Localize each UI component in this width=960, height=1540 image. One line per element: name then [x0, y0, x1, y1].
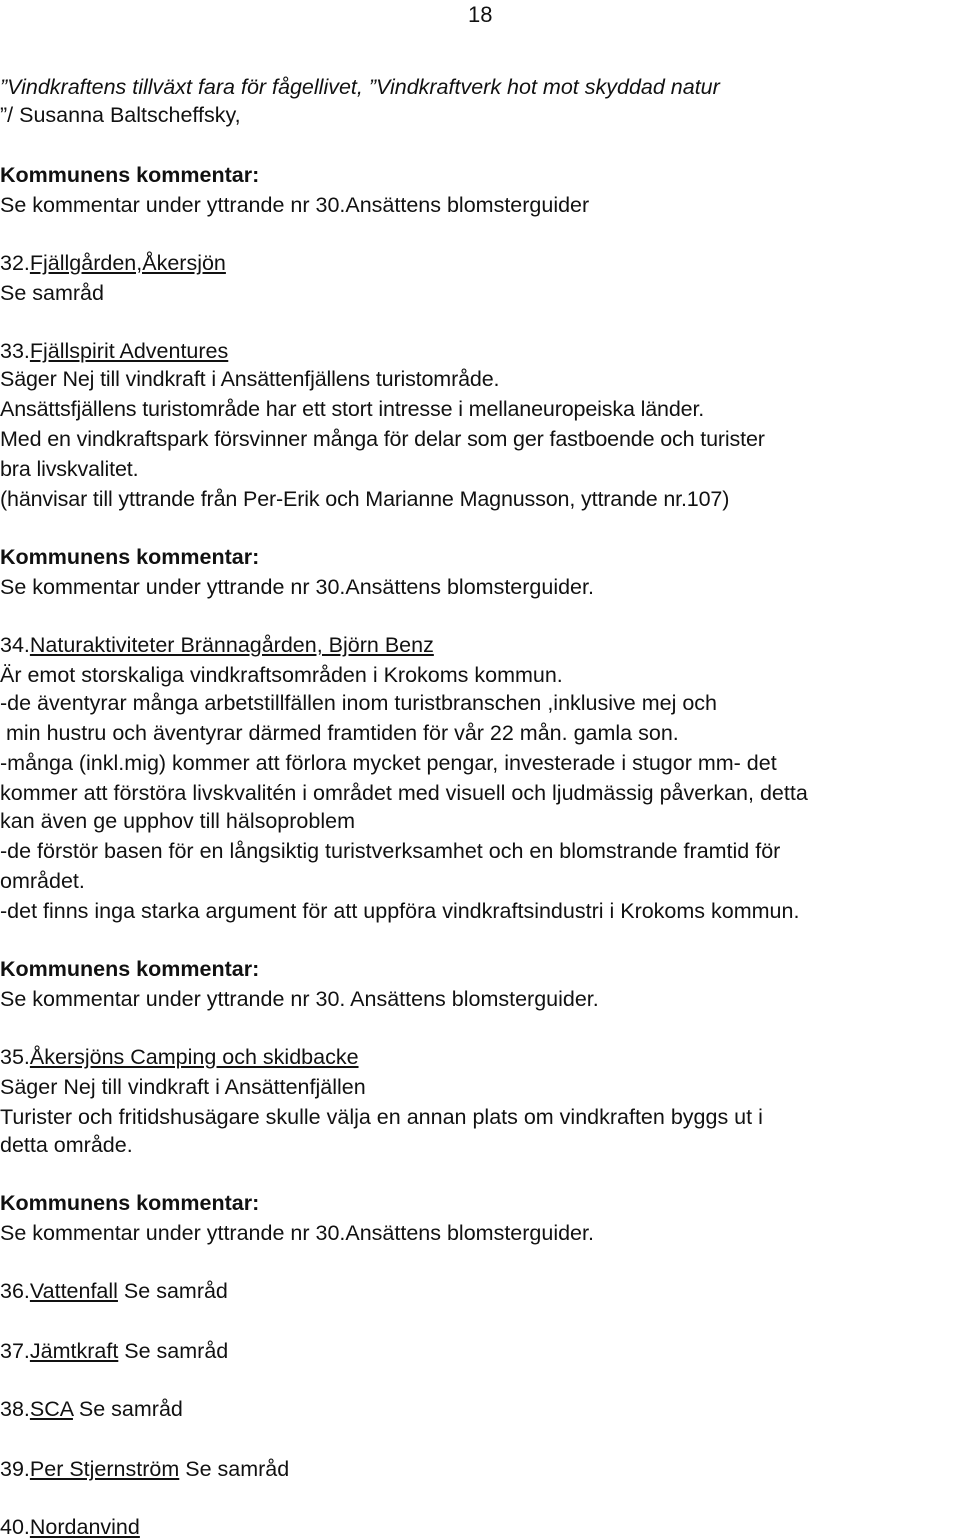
item-33-line: Ansättsfjällens turistområde har ett stort intresse i mellaneuropeiska länder.: [0, 397, 705, 421]
item-37: [0, 1338, 228, 1364]
item-34-number: 34.: [0, 633, 30, 657]
page-number: 18: [468, 2, 493, 27]
item-39: [0, 1456, 289, 1482]
item-40-name: Nordanvind: [29, 1515, 140, 1539]
item-34-name: Naturaktiviteter Brännagården, Björn Benz: [29, 633, 434, 657]
item-31-title-line-2: ”/ Susanna Baltscheffsky,: [0, 103, 241, 127]
item-34-comment: Se kommentar under yttrande nr 30. Ansättens blomsterguider.: [0, 987, 599, 1011]
item-33-line: (hänvisar till yttrande från Per-Erik och Marianne Magnusson, yttrande nr.107): [0, 487, 730, 511]
item-39-name: Per Stjernström: [29, 1457, 180, 1481]
item-34-heading: [0, 632, 434, 658]
item-34-line: kommer att förstöra livskvalitén i området med visuell och ljudmässig påverkan, detta: [0, 781, 808, 805]
item-35-comment: Se kommentar under yttrande nr 30.Ansättens blomsterguider.: [0, 1221, 594, 1245]
item-37-text: Se samråd: [118, 1339, 229, 1363]
item-34-line: området.: [0, 869, 85, 893]
item-34-line: -de förstör basen för en långsiktig turistverksamhet och en blomstrande framtid för: [0, 839, 781, 863]
item-34-line: -de äventyrar många arbetstillfällen inom turistbranschen ,inklusive mej och: [0, 691, 718, 715]
item-38: [0, 1396, 183, 1422]
item-33-line: Säger Nej till vindkraft i Ansättenfjällens turistområde.: [0, 367, 500, 391]
item-31-comment: Se kommentar under yttrande nr 30.Ansättens blomsterguider: [0, 193, 590, 217]
item-34-line: -många (inkl.mig) kommer att förlora mycket pengar, investerade i stugor mm- det: [0, 751, 777, 775]
item-34-comment-heading: Kommunens kommentar:: [0, 957, 260, 981]
item-40: [0, 1514, 140, 1540]
item-32-number: 32.: [0, 251, 30, 275]
item-36-number: 36.: [0, 1279, 30, 1303]
item-36: [0, 1278, 228, 1304]
item-39-number: 39.: [0, 1457, 30, 1481]
item-33-line: Med en vindkraftspark försvinner många för delar som ger fastboende och turister: [0, 427, 765, 451]
item-34-line: min hustru och äventyrar därmed framtiden för vår 22 mån. gamla son.: [0, 721, 679, 745]
item-38-number: 38.: [0, 1397, 30, 1421]
item-32-text: Se samråd: [0, 281, 104, 305]
item-35-line: Turister och fritidshusägare skulle välja en annan plats om vindkraften byggs ut i: [0, 1105, 763, 1129]
item-33-heading: [0, 338, 228, 364]
item-34-line: -det finns inga starka argument för att uppföra vindkraftsindustri i Krokoms kommun.: [0, 899, 800, 923]
item-32-name: Fjällgården,Åkersjön: [29, 251, 226, 275]
item-35-line: Säger Nej till vindkraft i Ansättenfjällen: [0, 1075, 366, 1099]
item-35-comment-heading: Kommunens kommentar:: [0, 1191, 260, 1215]
item-33-line: bra livskvalitet.: [0, 457, 139, 481]
item-35-number: 35.: [0, 1045, 30, 1069]
item-39-text: Se samråd: [179, 1457, 290, 1481]
item-31-title-line-1: ”Vindkraftens tillväxt fara för fågellivet, ”Vindkraftverk hot mot skyddad natur: [0, 75, 720, 99]
item-36-text: Se samråd: [117, 1279, 228, 1303]
item-35-line: detta område.: [0, 1133, 133, 1157]
item-31-comment-heading: Kommunens kommentar:: [0, 163, 260, 187]
item-37-number: 37.: [0, 1339, 30, 1363]
item-33-name: Fjällspirit Adventures: [29, 339, 229, 363]
item-34-line: kan även ge upphov till hälsoproblem: [0, 809, 355, 833]
item-35-heading: [0, 1044, 359, 1070]
item-34-line: Är emot storskaliga vindkraftsområden i Krokoms kommun.: [0, 663, 563, 687]
item-33-comment: Se kommentar under yttrande nr 30.Ansättens blomsterguider.: [0, 575, 594, 599]
item-33-comment-heading: Kommunens kommentar:: [0, 545, 260, 569]
item-40-number: 40.: [0, 1515, 30, 1539]
item-33-number: 33.: [0, 339, 30, 363]
item-38-name: SCA: [29, 1397, 73, 1421]
item-37-name: Jämtkraft: [29, 1339, 119, 1363]
item-35-name: Åkersjöns Camping och skidbacke: [29, 1045, 359, 1069]
item-32-heading: [0, 250, 226, 276]
item-38-text: Se samråd: [72, 1397, 183, 1421]
item-36-name: Vattenfall: [29, 1279, 118, 1303]
